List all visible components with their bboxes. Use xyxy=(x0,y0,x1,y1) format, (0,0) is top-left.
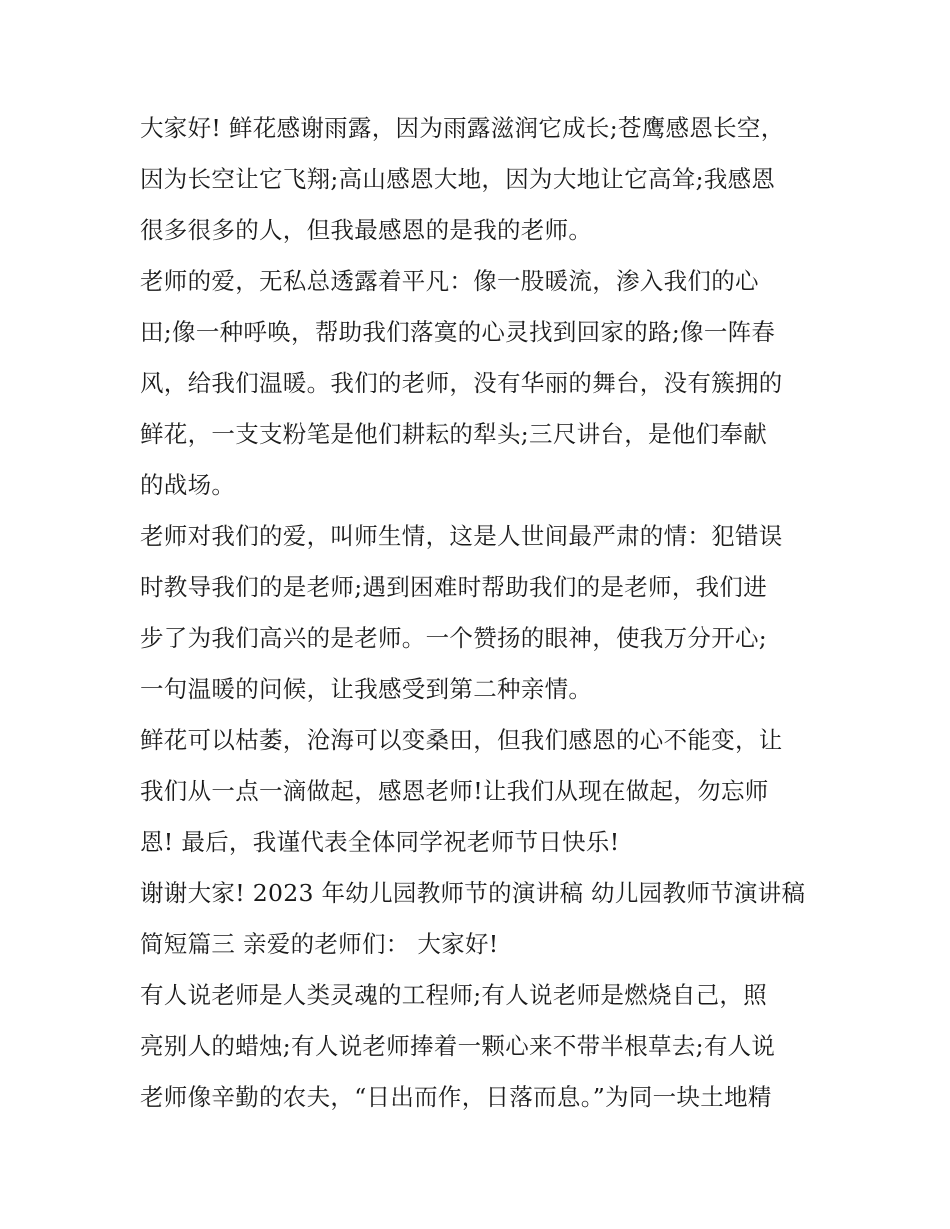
text-line: 的战场。 xyxy=(140,471,236,499)
text-line: 很多很多的人，但我最感恩的是我的老师。 xyxy=(140,216,593,244)
text-line: 田;像一种呼唤，帮助我们落寞的心灵找到回家的路;像一阵春 xyxy=(140,318,776,346)
text-line: 一句温暖的问候，让我感受到第二种亲情。 xyxy=(140,675,593,703)
document-body xyxy=(140,103,820,1123)
text-line: 老师的爱，无私总透露着平凡：像一股暖流，渗入我们的心 xyxy=(140,267,759,295)
text-line: 时教导我们的是老师;遇到困难时帮助我们的是老师，我们进 xyxy=(140,573,768,601)
text-line: 风，给我们温暖。我们的老师，没有华丽的舞台，没有簇拥的 xyxy=(140,369,783,397)
text-line: 恩! 最后，我谨代表全体同学祝老师节日快乐! xyxy=(140,828,620,856)
text-line: 老师对我们的爱，叫师生情，这是人世间最严肃的情：犯错误 xyxy=(140,522,783,550)
text-line: 鲜花可以枯萎，沧海可以变桑田，但我们感恩的心不能变，让 xyxy=(140,726,783,754)
text-line: 鲜花，一支支粉笔是他们耕耘的犁头;三尺讲台，是他们奉献 xyxy=(140,420,768,448)
text-line: 大家好! 鲜花感谢雨露，因为雨露滋润它成长;苍鹰感恩长空， xyxy=(140,114,785,142)
text-line: 简短篇三 亲爱的老师们： 大家好! xyxy=(140,930,499,958)
text-line: 我们从一点一滴做起，感恩老师!让我们从现在做起，勿忘师 xyxy=(140,777,769,805)
text-line: 因为长空让它飞翔;高山感恩大地，因为大地让它高耸;我感恩 xyxy=(140,165,776,193)
text-line: 有人说老师是人类灵魂的工程师;有人说老师是燃烧自己，照 xyxy=(140,981,768,1009)
text-line: 老师像辛勤的农夫，“日出而作，日落而息。”为同一块土地精 xyxy=(140,1083,772,1111)
text-line: 谢谢大家! 2023 年幼儿园教师节的演讲稿 幼儿园教师节演讲稿 xyxy=(140,879,806,907)
text-line: 步了为我们高兴的是老师。一个赞扬的眼神，使我万分开心; xyxy=(140,624,768,652)
text-line: 亮别人的蜡烛;有人说老师捧着一颗心来不带半根草去;有人说 xyxy=(140,1032,776,1060)
